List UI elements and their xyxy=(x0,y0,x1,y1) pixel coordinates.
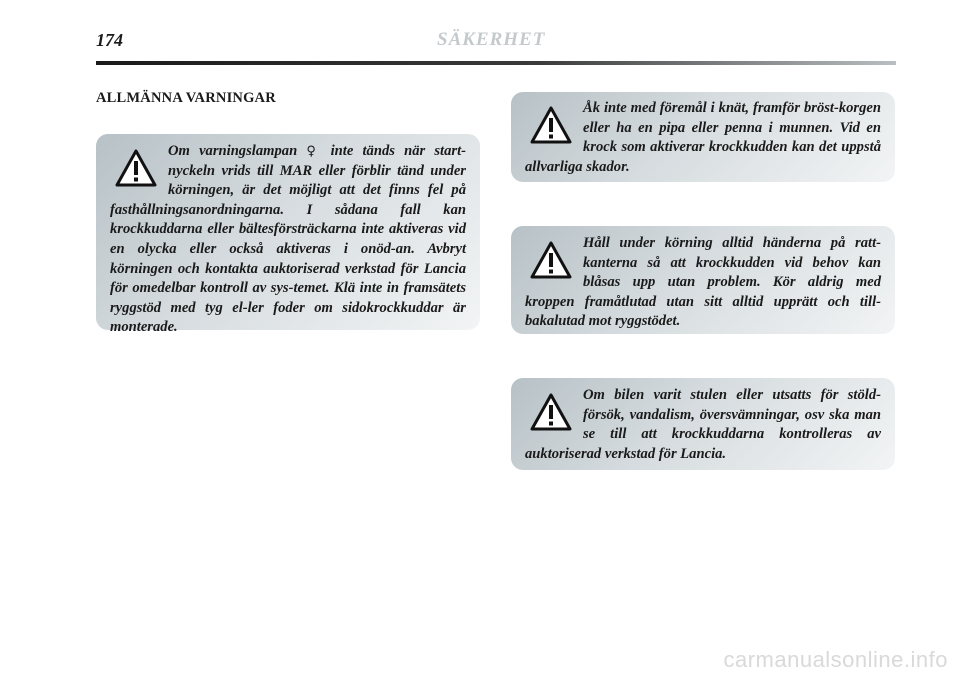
section-title: SÄKERHET xyxy=(437,29,546,50)
warning-box-objects-lap xyxy=(511,92,895,182)
warning-triangle-icon xyxy=(529,105,573,151)
warning-text: Om varningslampan xyxy=(168,143,307,159)
page-number: 174 xyxy=(96,30,123,50)
warning-text: Åk inte med föremål i knät, framför bröst-korgen eller ha en pipa eller penna i munnen. Vid en krock som aktiverar krockkudden kan det uppstå allvarliga skador. xyxy=(525,100,881,175)
warning-box-hands-on-wheel xyxy=(511,226,895,334)
header-rule xyxy=(96,61,896,65)
warning-triangle-icon xyxy=(529,392,573,438)
watermark: carmanualsonline.info xyxy=(723,647,948,672)
warning-box-airbag-light xyxy=(96,134,480,336)
section-heading: ALLMÄNNA VARNINGAR xyxy=(96,90,276,106)
warning-box-theft-check xyxy=(511,378,895,470)
warning-text: Om bilen varit stulen eller utsatts för stöld-försök, vandalism, översvämningar, osv ska man se till att krockkuddarna kontrolleras av auktoriserad verkstad för Lancia. xyxy=(525,387,881,462)
airbag-warning-light-icon: ♀ xyxy=(306,144,322,159)
warning-text: Håll under körning alltid händerna på ratt-kanterna så att krockkudden vid behov kan blåsas upp utan problem. Kör aldrig med kroppen framåtlutad utan sitt alltid upprätt och till-bakalutad mot ryggstödet. xyxy=(525,235,881,330)
warning-triangle-icon xyxy=(529,240,573,286)
warning-text-cont: inte tänds när start-nyckeln vrids till MAR eller förblir tänd under körningen, är det möjligt att det finns fel på fasthållningsanordningarna. I sådana fall kan krockkuddarna eller bältesförsträckarna inte aktiveras vid en olycka eller också aktiveras i onöd-an. Avbryt körningen och kontakta auktoriserad verkstad för Lancia för omedelbar kontroll av sys-temet. Klä inte in framsätets ryggstöd med tyg el-ler foder om sidokrockkuddar är monterade. xyxy=(110,143,466,336)
warning-triangle-icon xyxy=(114,148,158,194)
